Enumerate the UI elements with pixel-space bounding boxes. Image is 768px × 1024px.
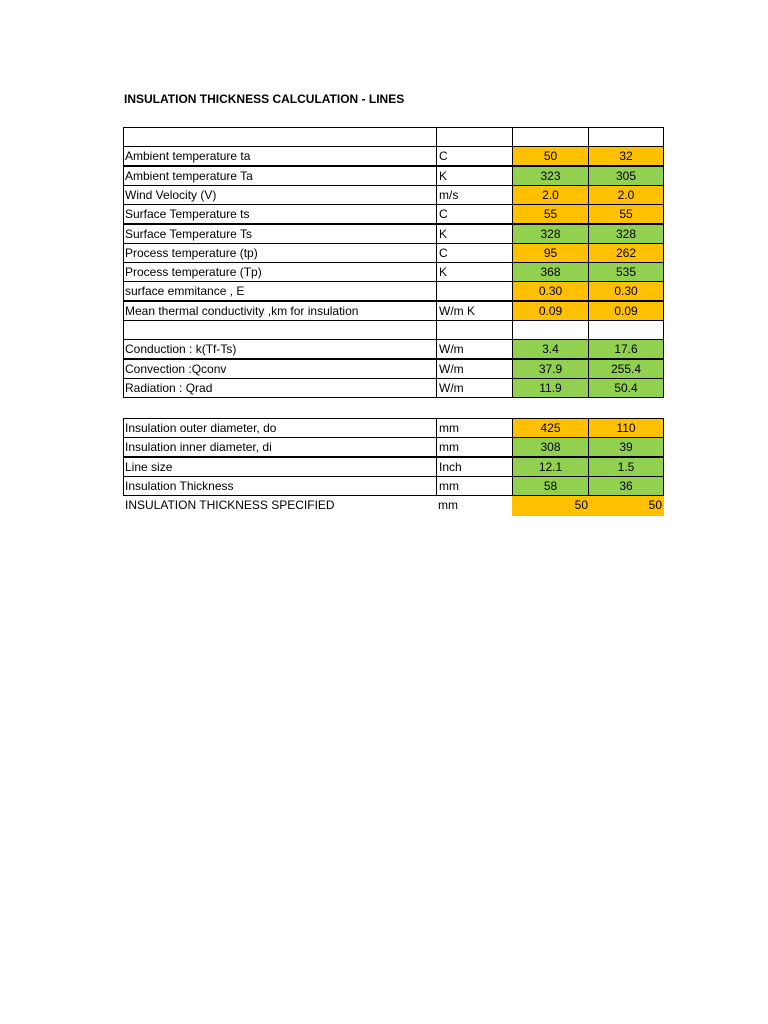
- value-col-1: [512, 320, 589, 340]
- value-col-1: 58: [512, 476, 589, 496]
- value-col-2: [588, 320, 664, 340]
- specified-value-1: 50: [512, 496, 589, 516]
- row-label: Convection :Qconv: [123, 359, 437, 379]
- row-label: Conduction : k(Tf-Ts): [123, 339, 437, 359]
- row-label: Ambient temperature Ta: [123, 166, 437, 186]
- row-unit: mm: [436, 437, 513, 457]
- row-label: Radiation : Qrad: [123, 378, 437, 398]
- row-unit: Inch: [436, 457, 513, 477]
- row-label: Wind Velocity (V): [123, 185, 437, 205]
- value-col-2: 328: [588, 224, 664, 244]
- row-unit: W/m: [436, 339, 513, 359]
- value-col-1: 328: [512, 224, 589, 244]
- value-col-1: 95: [512, 243, 589, 263]
- value-col-1: 0.09: [512, 301, 589, 321]
- value-col-1: 323: [512, 166, 589, 186]
- specified-value-2: 50: [589, 496, 664, 516]
- row-unit: C: [436, 204, 513, 224]
- row-label: Insulation Thickness: [123, 476, 437, 496]
- value-col-2: 0.09: [588, 301, 664, 321]
- row-unit: [436, 281, 513, 301]
- value-col-2: 110: [588, 418, 664, 438]
- value-col-1: 425: [512, 418, 589, 438]
- row-unit: W/m K: [436, 301, 513, 321]
- value-col-2: 0.30: [588, 281, 664, 301]
- value-col-2: 17.6: [588, 339, 664, 359]
- value-col-2: 39: [588, 437, 664, 457]
- value-col-1: 50: [512, 146, 589, 166]
- row-label: Mean thermal conductivity ,km for insulation: [123, 301, 437, 321]
- value-col-1: 3.4: [512, 339, 589, 359]
- row-unit: K: [436, 262, 513, 282]
- value-col-2: 255.4: [588, 359, 664, 379]
- value-col-2: 262: [588, 243, 664, 263]
- value-col-1: 2.0: [512, 185, 589, 205]
- row-unit: C: [436, 146, 513, 166]
- row-label: Process temperature (Tp): [123, 262, 437, 282]
- specified-unit: mm: [438, 498, 458, 512]
- row-label: Process temperature (tp): [123, 243, 437, 263]
- value-col-2: 55: [588, 204, 664, 224]
- value-col-1: 55: [512, 204, 589, 224]
- value-col-2: 36: [588, 476, 664, 496]
- page-title: INSULATION THICKNESS CALCULATION - LINES: [124, 92, 405, 106]
- row-label: [123, 127, 437, 147]
- value-col-1: 308: [512, 437, 589, 457]
- value-col-2: 2.0: [588, 185, 664, 205]
- row-unit: mm: [436, 418, 513, 438]
- row-unit: [436, 320, 513, 340]
- row-label: Insulation outer diameter, do: [123, 418, 437, 438]
- row-unit: m/s: [436, 185, 513, 205]
- value-col-1: 12.1: [512, 457, 589, 477]
- row-label: surface emmitance , E: [123, 281, 437, 301]
- value-col-2: 32: [588, 146, 664, 166]
- row-label: Insulation inner diameter, di: [123, 437, 437, 457]
- value-col-2: 535: [588, 262, 664, 282]
- value-col-1: 0.30: [512, 281, 589, 301]
- value-col-1: 11.9: [512, 378, 589, 398]
- value-col-2: 305: [588, 166, 664, 186]
- row-unit: mm: [436, 476, 513, 496]
- value-col-2: [588, 127, 664, 147]
- row-label: [123, 320, 437, 340]
- row-label: Surface Temperature ts: [123, 204, 437, 224]
- row-unit: C: [436, 243, 513, 263]
- value-col-1: 368: [512, 262, 589, 282]
- row-unit: K: [436, 224, 513, 244]
- value-col-2: 1.5: [588, 457, 664, 477]
- value-col-1: 37.9: [512, 359, 589, 379]
- row-unit: W/m: [436, 359, 513, 379]
- row-unit: K: [436, 166, 513, 186]
- row-label: Surface Temperature Ts: [123, 224, 437, 244]
- value-col-2: 50.4: [588, 378, 664, 398]
- row-label: Ambient temperature ta: [123, 146, 437, 166]
- row-label: Line size: [123, 457, 437, 477]
- row-unit: W/m: [436, 378, 513, 398]
- specified-label: INSULATION THICKNESS SPECIFIED: [125, 498, 335, 512]
- value-col-1: [512, 127, 589, 147]
- row-unit: [436, 127, 513, 147]
